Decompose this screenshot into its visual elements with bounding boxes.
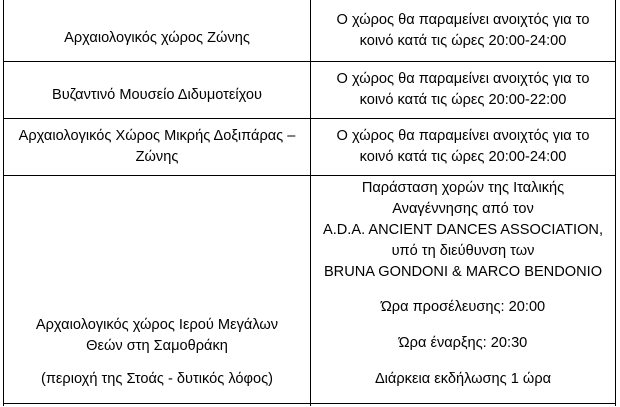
venue-cell (4, 0, 310, 61)
venue-location: (περιοχή της Στοάς - δυτικός λόφος) (40, 371, 274, 387)
info-cell (311, 62, 615, 118)
info-line: Ο χώρος θα παραμείνει ανοιχτός για το (336, 11, 590, 28)
venue-cell (4, 119, 310, 175)
venue-name: Αρχαιολογικός χώρος Ζώνης (64, 30, 250, 46)
venue-cell (4, 176, 310, 403)
info-cell (311, 0, 615, 61)
venue-name: Βυζαντινό Μουσείο Διδυμοτείχου (51, 86, 263, 103)
table-border-bottom (3, 403, 616, 404)
info-line: κοινό κατά τις ώρες 20:00-24:00 (359, 32, 567, 49)
info-line: Ο χώρος θα παραμείνει ανοιχτός για το (336, 71, 590, 87)
venue-name: Ζώνης (135, 149, 179, 165)
venue-name: Αρχαιολογικός Χώρος Μικρής Δοξιπάρας – (18, 128, 296, 144)
info-line: Αναγέννησης από τον (392, 201, 534, 217)
info-line: υπό τη διεύθυνση των (391, 243, 535, 259)
info-line: A.D.A. ANCIENT DANCES ASSOCIATION, (322, 222, 604, 238)
info-cell (311, 176, 615, 403)
info-line: κοινό κατά τις ώρες 20:00-24:00 (359, 149, 567, 165)
arrival-time: Ώρα προσέλευσης: 20:00 (380, 299, 546, 315)
start-time: Ώρα έναρξης: 20:30 (398, 335, 528, 351)
info-line: BRUNA GONDONI & MARCO BENDONIO (323, 264, 603, 280)
venue-name: Αρχαιολογικός χώρος Ιερού Μεγάλων (35, 317, 279, 333)
venue-cell (4, 62, 310, 118)
info-cell (311, 119, 615, 175)
info-line: κοινό κατά τις ώρες 20:00-22:00 (359, 92, 567, 108)
event-duration: Διάρκεια εκδήλωσης 1 ώρα (374, 371, 552, 387)
info-line: Ο χώρος θα παραμείνει ανοιχτός για το (336, 128, 590, 144)
info-line: Παράσταση χορών της Ιταλικής (361, 180, 565, 196)
venue-name: Θεών στη Σαμοθράκη (86, 338, 228, 354)
